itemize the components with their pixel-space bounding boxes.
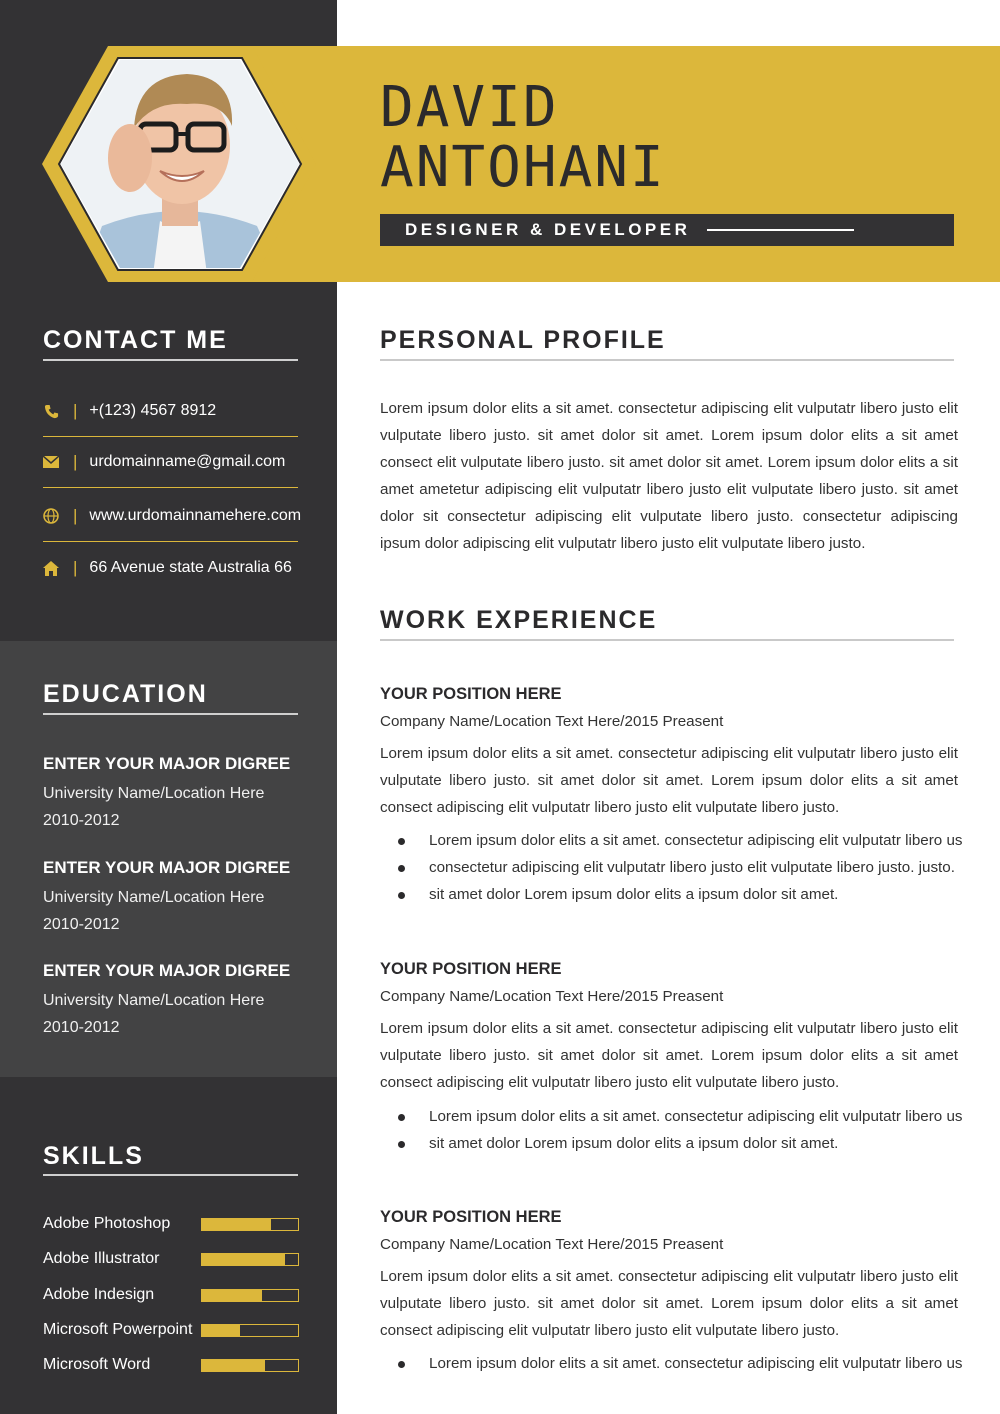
contact-separator: | bbox=[73, 401, 78, 420]
skill-name: Adobe Photoshop bbox=[43, 1215, 171, 1232]
contact-website bbox=[43, 504, 301, 528]
role-title: DESIGNER & DEVELOPER bbox=[405, 220, 691, 239]
bullet-item: Lorem ipsum dolor elits a sit amet. consectetur adipiscing elit vulputatr libero us bbox=[380, 1350, 970, 1377]
education-years: 2010-2012 bbox=[43, 1019, 120, 1036]
education-heading: EDUCATION bbox=[43, 680, 208, 708]
education-item bbox=[43, 960, 290, 1041]
skill-row bbox=[43, 1284, 299, 1306]
skill-row bbox=[43, 1248, 299, 1270]
skills-heading: SKILLS bbox=[43, 1142, 144, 1170]
bullet-item: Lorem ipsum dolor elits a sit amet. consectetur adipiscing elit vulputatr libero us bbox=[380, 1103, 970, 1130]
job-title: YOUR POSITION HERE bbox=[380, 1208, 562, 1226]
job-company: Company Name/Location Text Here/2015 Preasent bbox=[380, 1236, 724, 1253]
contact-rule bbox=[43, 359, 298, 361]
skill-row bbox=[43, 1354, 299, 1376]
skill-name: Adobe Illustrator bbox=[43, 1250, 160, 1267]
profile-photo bbox=[42, 46, 316, 282]
street-address: 66 Avenue state Australia 66 bbox=[89, 559, 292, 576]
email-address[interactable]: urdomainname@gmail.com bbox=[89, 453, 286, 470]
profile-heading: PERSONAL PROFILE bbox=[380, 326, 666, 354]
contact-email bbox=[43, 450, 285, 474]
contact-separator: | bbox=[73, 558, 78, 577]
bullet-item: sit amet dolor Lorem ipsum dolor elits a ipsum dolor sit amet. bbox=[380, 881, 970, 908]
phone-icon bbox=[43, 403, 59, 419]
skill-name: Microsoft Word bbox=[43, 1356, 151, 1373]
skill-level-bar bbox=[201, 1253, 299, 1266]
skill-level-fill bbox=[202, 1360, 265, 1371]
job-description: Lorem ipsum dolor elits a sit amet. consectetur adipiscing elit vulputatr libero justo elit vulputate libero justo. sit amet dolor sit amet. Lorem ipsum dolor elits a sit amet consect adipiscing elit vulputatr libero justo elit vulputate libero justo. bbox=[380, 745, 958, 816]
job-title: YOUR POSITION HERE bbox=[380, 960, 562, 978]
education-rule bbox=[43, 713, 298, 715]
school-name: University Name/Location Here bbox=[43, 785, 265, 802]
job-bullets bbox=[380, 827, 970, 908]
education-years: 2010-2012 bbox=[43, 812, 120, 829]
degree-title: ENTER YOUR MAJOR DIGREE bbox=[43, 754, 291, 773]
bullet-item: sit amet dolor Lorem ipsum dolor elits a ipsum dolor sit amet. bbox=[380, 1130, 970, 1157]
website-url[interactable]: www.urdomainnamehere.com bbox=[89, 507, 302, 524]
home-icon bbox=[43, 560, 59, 576]
skill-level-bar bbox=[201, 1324, 299, 1337]
job-company: Company Name/Location Text Here/2015 Preasent bbox=[380, 713, 724, 730]
contact-divider bbox=[43, 487, 298, 488]
skill-level-bar bbox=[201, 1359, 299, 1372]
education-years: 2010-2012 bbox=[43, 916, 120, 933]
candidate-name bbox=[380, 75, 666, 200]
job-description: Lorem ipsum dolor elits a sit amet. consectetur adipiscing elit vulputatr libero justo elit vulputate libero justo. sit amet dolor sit amet. Lorem ipsum dolor elits a sit amet consect adipiscing elit vulputatr libero justo elit vulputate libero justo. bbox=[380, 1268, 958, 1339]
skill-row bbox=[43, 1213, 299, 1235]
contact-address bbox=[43, 556, 292, 580]
skill-level-fill bbox=[202, 1325, 240, 1336]
bullet-item: Lorem ipsum dolor elits a sit amet. consectetur adipiscing elit vulputatr libero us bbox=[380, 827, 970, 854]
school-name: University Name/Location Here bbox=[43, 889, 265, 906]
skill-level-fill bbox=[202, 1254, 285, 1265]
skill-level-fill bbox=[202, 1290, 262, 1301]
profile-rule bbox=[380, 359, 954, 361]
contact-separator: | bbox=[73, 452, 78, 471]
school-name: University Name/Location Here bbox=[43, 992, 265, 1009]
job-bullets bbox=[380, 1350, 970, 1377]
work-heading: WORK EXPERIENCE bbox=[380, 606, 658, 634]
profile-text: Lorem ipsum dolor elits a sit amet. consectetur adipiscing elit vulputatr libero justo elit vulputate libero justo. sit amet dolor sit amet. Lorem ipsum dolor elits a sit amet consect elit vulputate libero justo. sit amet dolor sit amet. Lorem ipsum dolor elits a sit amet ametetur adipiscing elit vulputatr libero justo elit vulputate libero justo. sit amet dolor sit consectetur adipiscing elit vulputate libero justo. consectetur adipiscing ipsum dolor adipiscing elit vulputatr libero justo elit vulputate libero justo. bbox=[380, 400, 958, 552]
skill-name: Adobe Indesign bbox=[43, 1286, 155, 1303]
role-divider bbox=[707, 229, 854, 231]
contact-phone bbox=[43, 399, 216, 423]
skill-level-bar bbox=[201, 1218, 299, 1231]
first-name: DAVID bbox=[380, 75, 559, 140]
skill-name: Microsoft Powerpoint bbox=[43, 1321, 193, 1338]
mail-icon bbox=[43, 454, 59, 470]
skills-rule bbox=[43, 1174, 298, 1176]
education-item bbox=[43, 753, 290, 834]
skill-level-bar bbox=[201, 1289, 299, 1302]
skill-row bbox=[43, 1319, 299, 1341]
bullet-item: consectetur adipiscing elit vulputatr libero justo elit vulputate libero justo. justo. bbox=[380, 854, 970, 881]
last-name: ANTOHANI bbox=[380, 135, 666, 200]
phone-number: +(123) 4567 8912 bbox=[89, 402, 217, 419]
contact-separator: | bbox=[73, 506, 78, 525]
contact-divider bbox=[43, 436, 298, 437]
education-item bbox=[43, 857, 290, 938]
job-title: YOUR POSITION HERE bbox=[380, 685, 562, 703]
globe-icon bbox=[43, 508, 59, 524]
skill-level-fill bbox=[202, 1219, 271, 1230]
job-description: Lorem ipsum dolor elits a sit amet. consectetur adipiscing elit vulputatr libero justo elit vulputate libero justo. sit amet dolor sit amet. Lorem ipsum dolor elits a sit amet consect adipiscing elit vulputatr libero justo elit vulputate libero justo. bbox=[380, 1020, 958, 1091]
degree-title: ENTER YOUR MAJOR DIGREE bbox=[43, 858, 291, 877]
contact-heading: CONTACT ME bbox=[43, 326, 228, 354]
work-rule bbox=[380, 639, 954, 641]
job-bullets bbox=[380, 1103, 970, 1157]
job-company: Company Name/Location Text Here/2015 Preasent bbox=[380, 988, 724, 1005]
contact-divider bbox=[43, 541, 298, 542]
degree-title: ENTER YOUR MAJOR DIGREE bbox=[43, 961, 291, 980]
